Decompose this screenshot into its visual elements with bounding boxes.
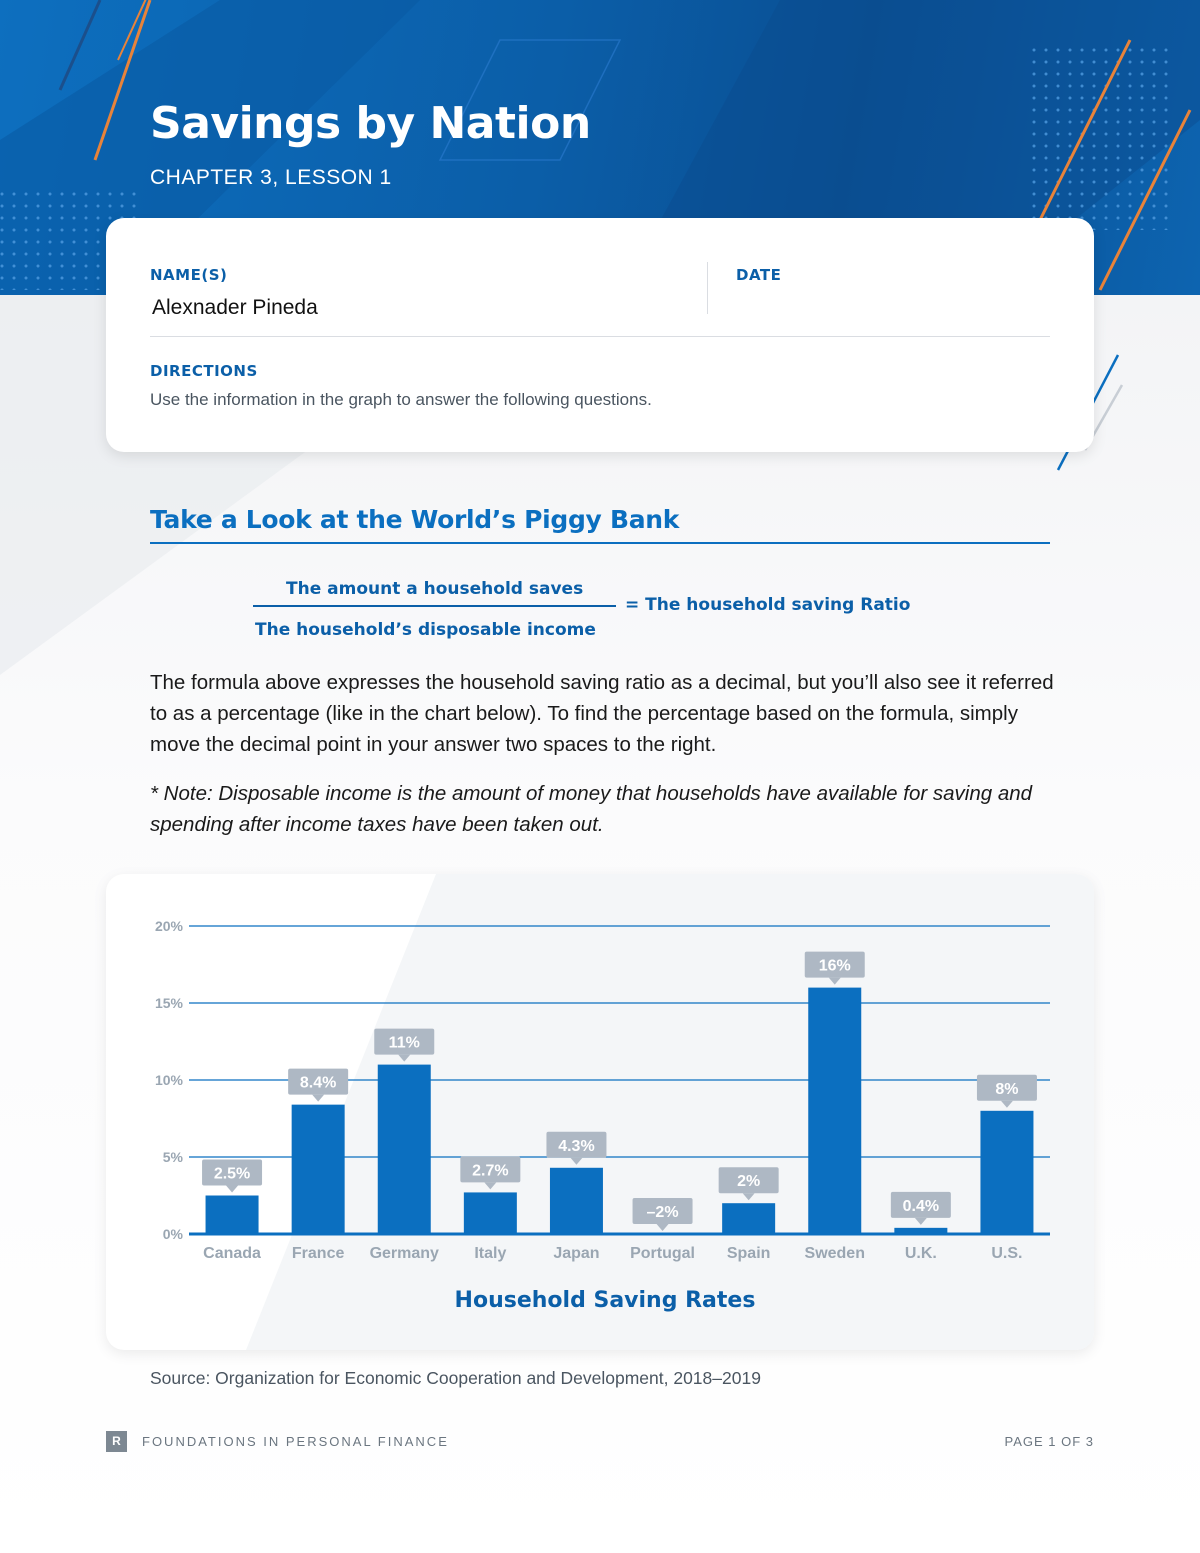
bar-chart	[106, 874, 1094, 1350]
chart-bg-shape	[246, 874, 1094, 1350]
data-label: –2%	[646, 1204, 679, 1221]
y-tick-label: 10%	[154, 1072, 183, 1088]
footer-logo: R	[106, 1431, 127, 1452]
data-label-pointer	[312, 1095, 324, 1102]
data-label: 4.3%	[558, 1137, 595, 1155]
bar	[894, 1228, 947, 1234]
x-tick-label: France	[291, 1245, 345, 1262]
page-subtitle: CHAPTER 3, LESSON 1	[150, 166, 392, 189]
data-label: 2%	[737, 1173, 761, 1191]
x-tick-label: Italy	[474, 1245, 507, 1262]
bar	[292, 1105, 345, 1234]
data-label: 2.5%	[213, 1165, 251, 1183]
bar	[550, 1168, 603, 1234]
formula-fraction-bar	[253, 605, 616, 607]
student-info-card	[106, 218, 1094, 452]
names-field[interactable]: Alexnader Pineda	[152, 296, 318, 319]
x-tick-label: U.K.	[904, 1245, 937, 1262]
formula-numerator: The amount a household saves	[286, 579, 584, 599]
x-tick-label: U.S.	[991, 1245, 1023, 1262]
footer-page-number: PAGE 1 OF 3	[1004, 1434, 1094, 1449]
footer-course-name: FOUNDATIONS IN PERSONAL FINANCE	[142, 1434, 449, 1449]
card-divider	[150, 336, 1050, 337]
formula-result: = The household saving Ratio	[625, 595, 911, 615]
x-tick-label: Canada	[203, 1245, 261, 1262]
section-rule	[150, 542, 1050, 544]
bar	[378, 1065, 431, 1234]
data-label: 16%	[818, 957, 851, 975]
y-tick-label: 15%	[154, 995, 183, 1011]
y-tick-label: 0%	[162, 1226, 183, 1242]
x-tick-label: Japan	[553, 1245, 600, 1262]
bar	[206, 1196, 259, 1235]
field-divider	[707, 262, 708, 314]
x-tick-label: Portugal	[630, 1245, 695, 1262]
bar	[722, 1203, 775, 1234]
data-label-pointer	[226, 1186, 238, 1193]
source-note: Source: Organization for Economic Cooperation and Development, 2018–2019	[150, 1368, 761, 1388]
names-label: NAME(S)	[150, 266, 228, 284]
x-tick-label: Germany	[369, 1245, 439, 1262]
section-title: Take a Look at the World’s Piggy Bank	[150, 505, 680, 534]
directions-label: DIRECTIONS	[150, 362, 258, 380]
x-tick-label: Sweden	[804, 1245, 865, 1262]
directions-text: Use the information in the graph to answer the following questions.	[150, 390, 652, 409]
y-tick-label: 5%	[162, 1149, 183, 1165]
y-tick-label: 20%	[154, 918, 183, 934]
data-label: 2.7%	[472, 1162, 509, 1180]
body-paragraph: The formula above expresses the household saving ratio as a decimal, but you’ll also see it referred to as a percentage (like in the chart below). To find the percentage based on the formula, simply move the decimal point in your answer two spaces to the right.	[150, 671, 1054, 756]
date-field[interactable]	[736, 296, 1046, 322]
bar	[808, 988, 861, 1234]
data-label: 11%	[388, 1034, 420, 1052]
data-label: 8%	[995, 1080, 1019, 1098]
data-label: 8.4%	[299, 1074, 337, 1092]
note-paragraph: * Note: Disposable income is the amount of money that households have available for saving and spending after income taxes have been taken out.	[150, 782, 1033, 836]
bar	[464, 1192, 517, 1234]
date-label: DATE	[736, 266, 782, 284]
chart-card	[106, 874, 1094, 1350]
page-title: Savings by Nation	[150, 98, 591, 149]
x-tick-label: Spain	[726, 1245, 771, 1262]
chart-title: Household Saving Rates	[454, 1288, 756, 1313]
formula-denominator: The household’s disposable income	[255, 620, 596, 640]
data-label: 0.4%	[902, 1197, 940, 1215]
bar	[980, 1111, 1033, 1234]
